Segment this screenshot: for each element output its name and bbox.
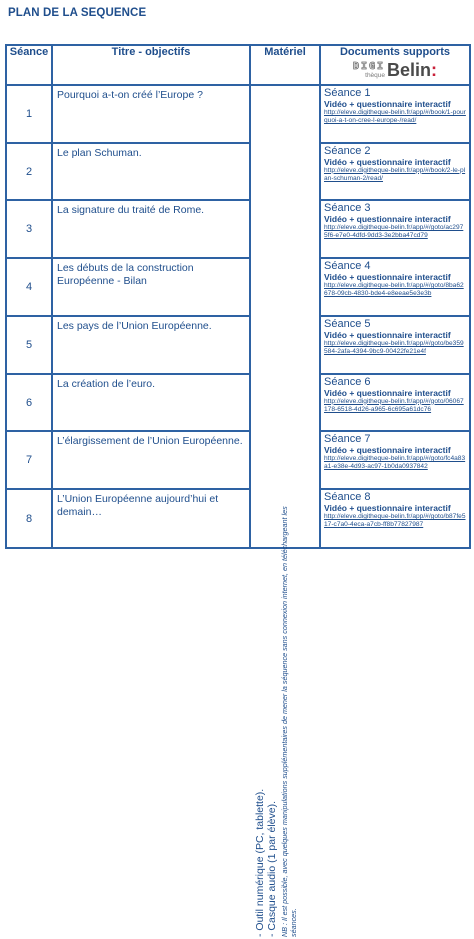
- seance-number: 4: [6, 258, 52, 316]
- seance-number: 5: [6, 316, 52, 374]
- page-title: PLAN DE LA SEQUENCE: [8, 7, 147, 19]
- doc-seance-label: Séance 8: [324, 491, 371, 504]
- seance-number: 2: [6, 143, 52, 201]
- document-cell: [320, 316, 470, 374]
- sequence-table: [5, 44, 471, 937]
- table-row: [6, 200, 470, 258]
- header-titre: Titre - objectifs: [52, 45, 250, 85]
- header-documents: [320, 45, 470, 85]
- doc-type-label: Vidéo + questionnaire interactif: [324, 329, 451, 340]
- doc-type-label: Vidéo + questionnaire interactif: [324, 99, 451, 109]
- header-seance: Séance: [6, 45, 52, 85]
- logo-digi-block: [353, 62, 385, 79]
- doc-type-label: Vidéo + questionnaire interactif: [324, 445, 451, 456]
- doc-type-label: Vidéo + questionnaire interactif: [324, 214, 451, 225]
- seance-title: L’Union Européenne aujourd’hui et demain…: [52, 489, 250, 548]
- materiel-cell: [250, 85, 320, 937]
- table-row: [6, 316, 470, 374]
- table-row: [6, 431, 470, 489]
- table-header-row: [6, 45, 470, 85]
- seance-title: Les pays de l’Union Européenne.: [52, 316, 250, 374]
- doc-type-label: Vidéo + questionnaire interactif: [324, 156, 451, 167]
- doc-link[interactable]: http://eleve.digitheque-belin.fr/app/#/book/1-pourquoi-a-t-on-cree-l-europe-/read/: [324, 109, 466, 124]
- materiel-rotated-text: [253, 481, 315, 939]
- doc-seance-label: Séance 7: [324, 433, 371, 446]
- doc-link[interactable]: http://eleve.digitheque-belin.fr/app/#/goto/06067178-6518-4d26-a965-6c695a61dc76: [324, 397, 464, 413]
- table-row: [6, 143, 470, 201]
- doc-type-label: Vidéo + questionnaire interactif: [324, 503, 451, 514]
- doc-type-label: Vidéo + questionnaire interactif: [324, 272, 451, 283]
- materiel-note: NB : Il est possible, avec quelques manipulations supplémentaires de mener la séquence sans connexion internet, en téléchargeant les séances.: [280, 506, 298, 937]
- doc-seance-label: Séance 3: [324, 202, 371, 215]
- doc-link[interactable]: http://eleve.digitheque-belin.fr/app/#/goto/be359584-2afa-4394-9bc9-00422fe21e4f: [324, 339, 464, 355]
- document-cell: [320, 431, 470, 489]
- table-row: [6, 374, 470, 432]
- doc-seance-label: Séance 4: [324, 260, 371, 273]
- logo-belin-text: Belin: [387, 60, 432, 80]
- seance-number: 8: [6, 489, 52, 548]
- document-cell: [320, 489, 470, 548]
- seance-number: 3: [6, 200, 52, 258]
- document-cell: [320, 258, 470, 316]
- header-documents-label: Documents supports: [339, 46, 450, 58]
- materiel-item-device: - Outil numérique (PC, tablette).: [254, 788, 266, 937]
- seance-title: La signature du traité de Rome.: [52, 200, 250, 258]
- seance-number: 1: [6, 85, 52, 143]
- logo-colon-mark: :: [431, 60, 438, 80]
- document-cell: [320, 143, 470, 201]
- doc-link[interactable]: http://eleve.digitheque-belin.fr/app/#/book/2-le-plan-schuman-2/read/: [324, 166, 466, 182]
- doc-seance-label: Séance 1: [324, 87, 371, 99]
- doc-seance-label: Séance 5: [324, 317, 371, 330]
- doc-link[interactable]: http://eleve.digitheque-belin.fr/app/#/goto/b87fe517-c7a0-4eca-a7cb-ff8b77827987: [324, 513, 466, 529]
- logo-theque-text: thèque: [365, 72, 386, 79]
- document-cell: [320, 85, 470, 143]
- seance-title: La création de l’euro.: [52, 374, 250, 432]
- seance-number: 6: [6, 374, 52, 432]
- seance-title: Les débuts de la construction Européenne - Bilan: [52, 258, 250, 316]
- digitheque-belin-logo: [353, 61, 437, 79]
- seance-title: Le plan Schuman.: [52, 143, 250, 201]
- doc-link[interactable]: http://eleve.digitheque-belin.fr/app/#/goto/8ba62678-09cb-4830-bde4-e8eeae5e3e3b: [324, 282, 464, 298]
- doc-seance-label: Séance 2: [324, 144, 371, 157]
- doc-link[interactable]: http://eleve.digitheque-belin.fr/app/#/goto/fc4a83a1-e38e-4d93-ac97-1b0da0937842: [324, 455, 466, 471]
- doc-link[interactable]: http://eleve.digitheque-belin.fr/app/#/goto/ac2975f6-e7e0-4dfd-9dd3-3e2bba47cd79: [324, 224, 464, 240]
- table-row: [6, 489, 470, 548]
- header-materiel: Matériel: [250, 45, 320, 85]
- seance-title: Pourquoi a-t-on créé l’Europe ?: [52, 85, 250, 143]
- table-row: [6, 85, 470, 143]
- document-cell: [320, 200, 470, 258]
- table-row: [6, 258, 470, 316]
- seance-number: 7: [6, 431, 52, 489]
- materiel-item-headphones: - Casque audio (1 par élève).: [266, 801, 278, 937]
- doc-seance-label: Séance 6: [324, 375, 371, 388]
- seance-title: L’élargissement de l’Union Européenne.: [52, 431, 250, 489]
- document-cell: [320, 374, 470, 432]
- logo-digi-text: DIGI: [352, 61, 386, 72]
- doc-type-label: Vidéo + questionnaire interactif: [324, 387, 451, 398]
